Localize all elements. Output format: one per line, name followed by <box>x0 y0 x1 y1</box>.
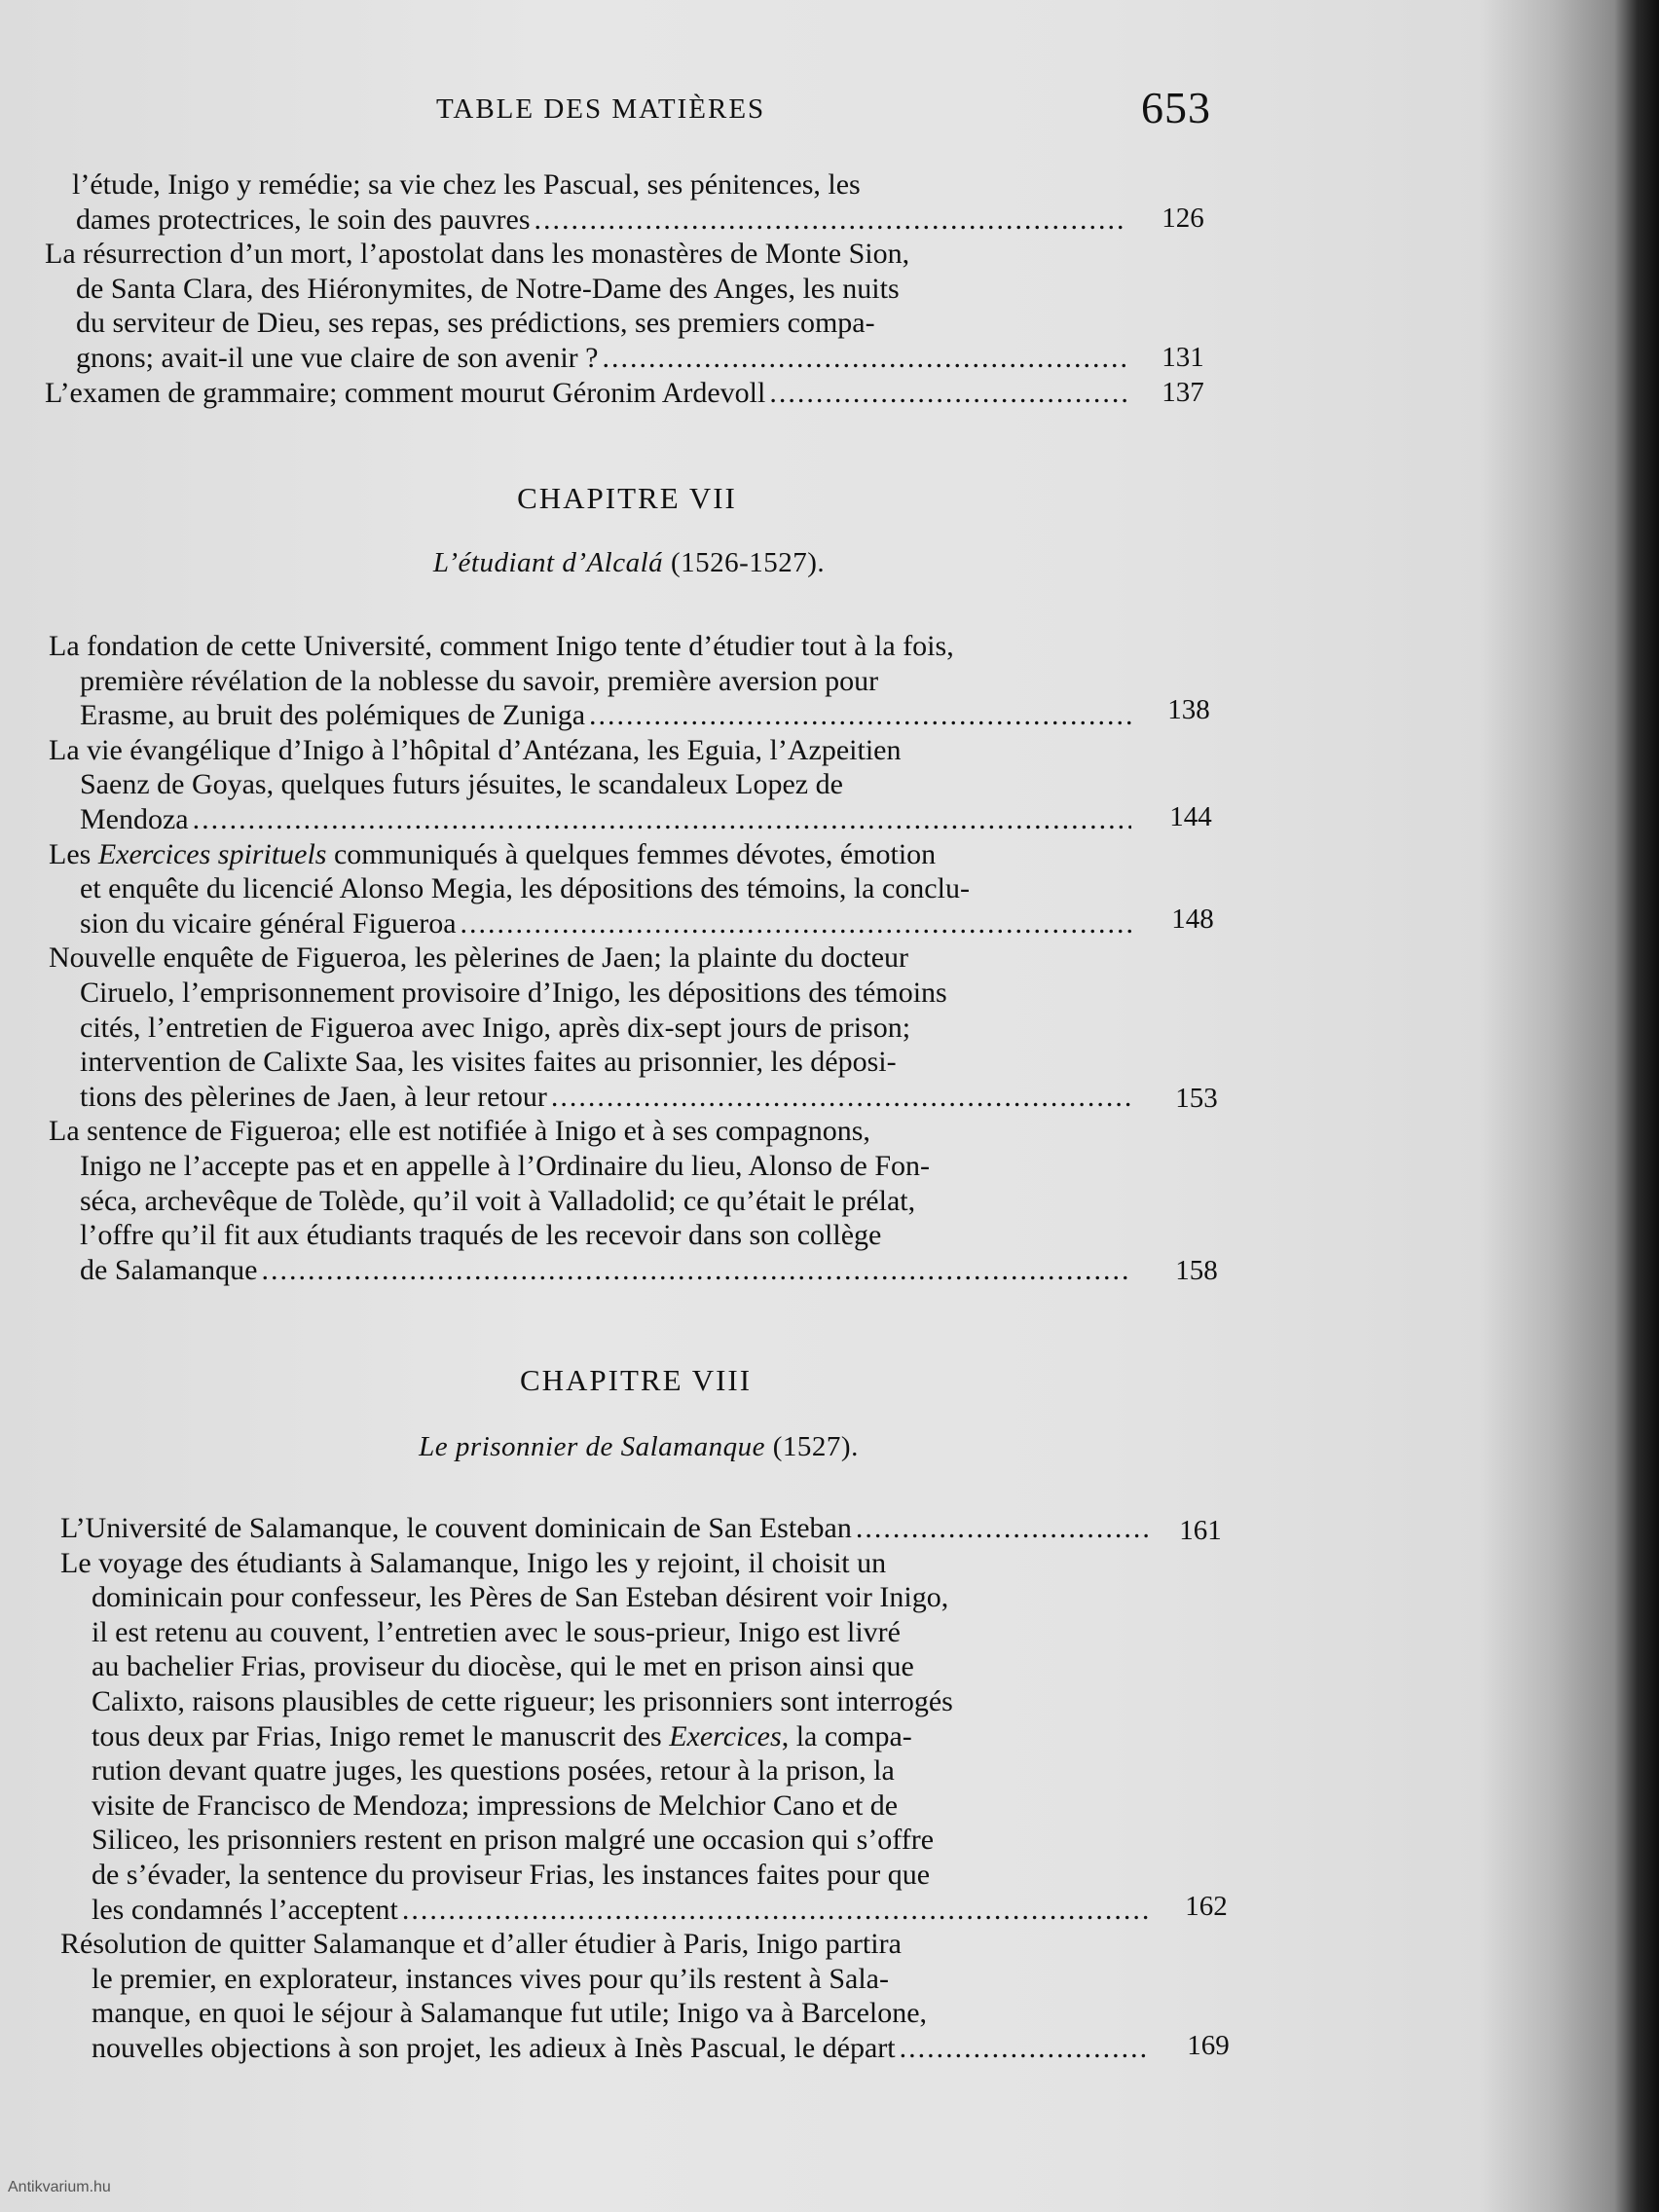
entry-line: au bachelier Frias, proviseur du diocèse, qui le met en prison ainsi que <box>92 1650 914 1683</box>
entry-line: Inigo ne l’accepte pas et en appelle à l’Ordinaire du lieu, Alonso de Fon- <box>80 1149 931 1182</box>
entry-italic-title: Exercices <box>669 1719 782 1752</box>
toc-entry <box>45 167 1127 237</box>
entry-line: le premier, en explorateur, instances vives pour qu’ils restent à Sala- <box>92 1962 889 1995</box>
page-ref: 158 <box>1175 1255 1218 1286</box>
entry-line: rution devant quatre juges, les questions posées, retour à la prison, la <box>92 1754 895 1788</box>
page-ref: 169 <box>1187 2030 1230 2061</box>
entry-line: Nouvelle enquête de Figueroa, les pèlerines de Jaen; la plainte du docteur <box>49 941 909 975</box>
entry-line: Saenz de Goyas, quelques futurs jésuites, le scandaleux Lopez de <box>80 768 843 801</box>
entry-line-last: Erasme, au bruit des polémiques de Zuniga ..... <box>49 698 1131 733</box>
page-ref: 161 <box>1179 1515 1222 1546</box>
page-ref: 148 <box>1171 903 1214 935</box>
entry-line: La fondation de cette Université, comment Inigo tente d’étudier tout à la fois, <box>49 630 954 662</box>
entry-line-last: nouvelles objections à son projet, les adieux à Inès Pascual, le départ ..... <box>60 2031 1149 2066</box>
chapter-subtitle: Le prisonnier de Salamanque (1527). <box>419 1431 859 1462</box>
chapter8-entries <box>60 1511 1149 2066</box>
entry-line: dominicain pour confesseur, les Pères de San Esteban désirent voir Inigo, <box>92 1581 949 1614</box>
page-ref: 144 <box>1169 801 1212 832</box>
entry-line: première révélation de la noblesse du savoir, première aversion pour <box>80 664 879 697</box>
toc-entry <box>49 837 1131 941</box>
entry-line <box>49 837 1131 872</box>
toc-entry <box>49 629 1131 733</box>
entry-line-last: L’examen de grammaire; comment mourut Géronim Ardevoll ..... <box>45 376 1127 411</box>
toc-entry <box>60 1546 1149 1928</box>
entry-line-last: gnons; avait-il une vue claire de son avenir ? ..... <box>45 341 1127 376</box>
entry-line: Ciruelo, l’emprisonnement provisoire d’Inigo, les dépositions des témoins <box>80 976 947 1009</box>
toc-entry <box>49 733 1131 837</box>
entry-italic-title: Exercices spirituels <box>97 837 327 870</box>
toc-entry <box>49 940 1131 1114</box>
chapter-title: CHAPITRE VII <box>517 481 737 515</box>
chapter7-entries <box>49 629 1131 1287</box>
chapter-title: CHAPITRE VIII <box>519 1363 753 1397</box>
entry-line: manque, en quoi le séjour à Salamanque fut utile; Inigo va à Barcelone, <box>92 1997 928 2030</box>
toc-entry <box>45 237 1127 375</box>
entry-line-last: dames protectrices, le soin des pauvres ..... <box>45 203 1127 238</box>
entry-line: Siliceo, les prisonniers restent en prison malgré une occasion qui s’offre <box>92 1824 935 1857</box>
entry-line: intervention de Calixte Saa, les visites faites au prisonnier, les déposi- <box>80 1046 897 1079</box>
chapter-subtitle: L’étudiant d’Alcalá (1526-1527). <box>432 547 826 578</box>
entry-line <box>60 1719 1149 1754</box>
toc-entry <box>60 1511 1149 1546</box>
entry-line: de s’évader, la sentence du proviseur Frias, les instances faites pour que <box>92 1858 931 1891</box>
page-ref: 126 <box>1161 203 1204 234</box>
entry-line: du serviteur de Dieu, ses repas, ses prédictions, ses premiers compa- <box>76 307 875 340</box>
entry-line-last: Mendoza ..... <box>49 802 1131 837</box>
entry-text-rest: , la compa- <box>781 1719 912 1752</box>
entry-line: l’étude, Inigo y remédie; sa vie chez les Pascual, ses pénitences, les <box>72 168 861 201</box>
entry-line: La résurrection d’un mort, l’apostolat dans les monastères de Monte Sion, <box>45 238 910 271</box>
entry-line: La sentence de Figueroa; elle est notifiée à Inigo et à ses compagnons, <box>49 1115 870 1148</box>
page-ref: 153 <box>1175 1083 1218 1114</box>
page-edge-shadow <box>1480 0 1659 2212</box>
entry-line: séca, archevêque de Tolède, qu’il voit à Valladolid; ce qu’était le prélat, <box>80 1184 916 1217</box>
entry-line: La vie évangélique d’Inigo à l’hôpital d’Antézana, les Eguia, l’Azpeitien <box>49 733 902 766</box>
top-entries <box>45 167 1127 410</box>
entry-line: Le voyage des étudiants à Salamanque, Inigo les y rejoint, il choisit un <box>60 1546 887 1579</box>
entry-line-last: tions des pèlerines de Jaen, à leur retour ..... <box>49 1080 1131 1115</box>
entry-line: visite de Francisco de Mendoza; impressions de Melchior Cano et de <box>92 1788 899 1822</box>
page-number: 653 <box>1141 83 1211 132</box>
page-ref: 131 <box>1161 342 1204 373</box>
entry-text-les: Les <box>49 837 98 870</box>
entry-line: et enquête du licencié Alonso Megia, les dépositions des témoins, la conclu- <box>80 872 970 905</box>
toc-entry <box>49 1114 1131 1287</box>
running-title: TABLE DES MATIÈRES <box>436 93 766 125</box>
toc-entry <box>45 376 1127 411</box>
entry-line-last: L’Université de Salamanque, le couvent dominicain de San Esteban ..... <box>60 1511 1149 1546</box>
page-ref: 138 <box>1167 694 1210 725</box>
toc-entry <box>60 1927 1149 2065</box>
entry-line-last: les condamnés l’acceptent ..... <box>60 1893 1149 1928</box>
entry-line: cités, l’entretien de Figueroa avec Inigo, après dix-sept jours de prison; <box>80 1011 911 1044</box>
entry-text-start: tous deux par Frias, Inigo remet le manuscrit des <box>92 1719 670 1752</box>
entry-line-last: de Salamanque ..... <box>49 1253 1131 1288</box>
entry-line: de Santa Clara, des Hiéronymites, de Notre-Dame des Anges, les nuits <box>76 272 900 305</box>
entry-line: il est retenu au couvent, l’entretien avec le sous-prieur, Inigo est livré <box>92 1615 901 1648</box>
watermark: Antikvarium.hu <box>8 2179 111 2195</box>
page-ref: 137 <box>1161 377 1204 408</box>
entry-line: Résolution de quitter Salamanque et d’aller étudier à Paris, Inigo partira <box>60 1928 902 1961</box>
page-ref: 162 <box>1185 1891 1228 1922</box>
entry-line-last: sion du vicaire général Figueroa ..... <box>49 906 1131 941</box>
entry-line: l’offre qu’il fit aux étudiants traqués de les recevoir dans son collège <box>80 1219 882 1252</box>
entry-line: Calixto, raisons plausibles de cette rigueur; les prisonniers sont interrogés <box>92 1684 953 1717</box>
entry-text-rest: communiqués à quelques femmes dévotes, émotion <box>326 837 937 870</box>
